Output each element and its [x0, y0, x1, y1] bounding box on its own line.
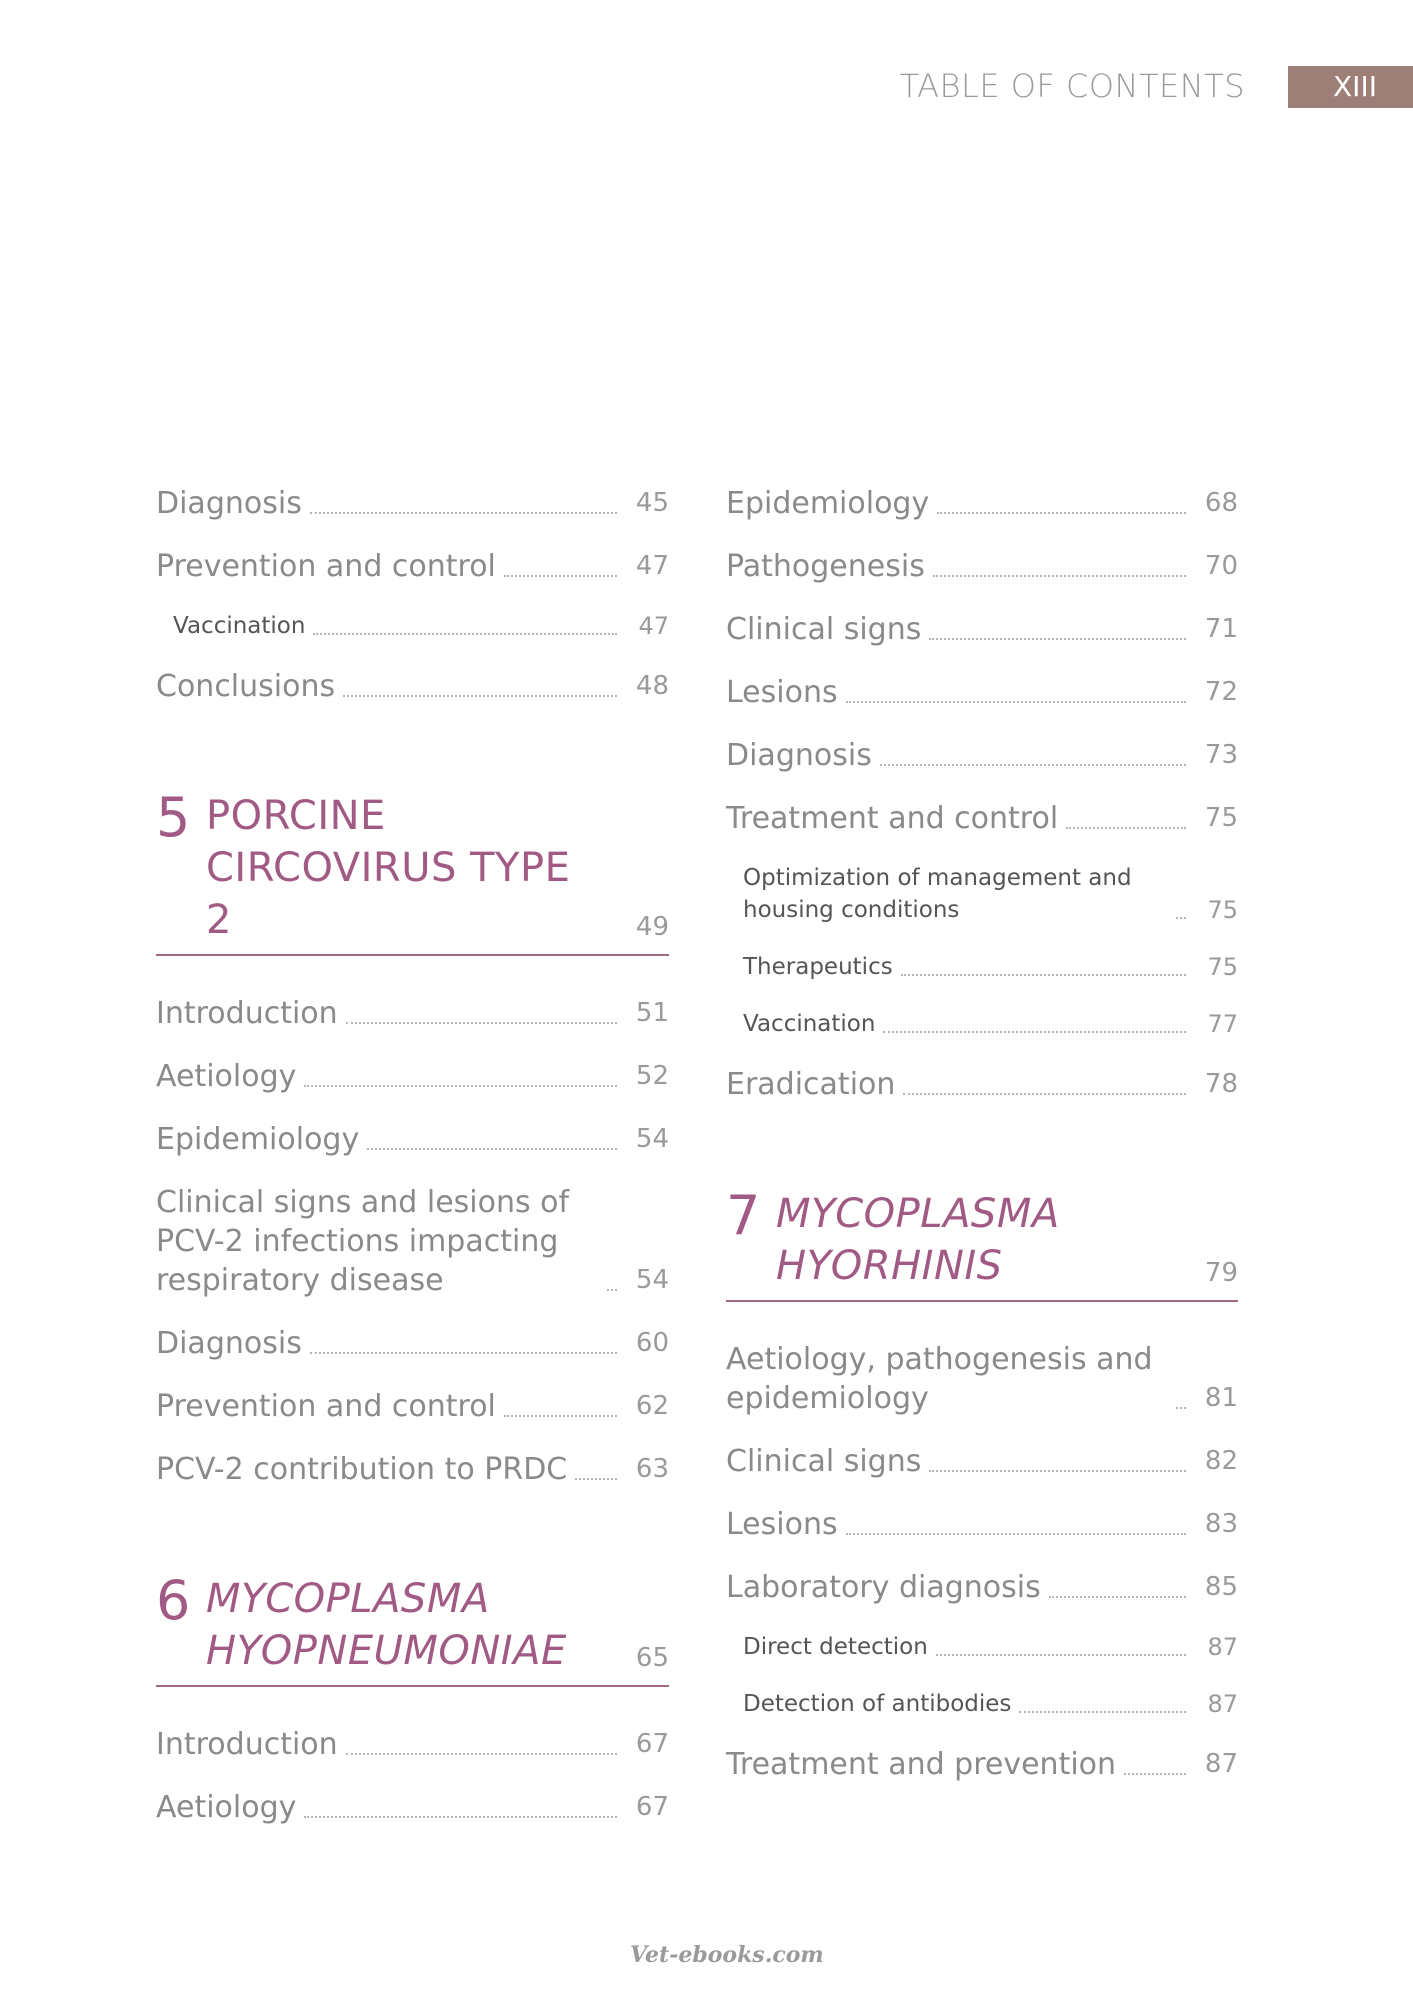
dot-leader	[310, 512, 617, 514]
chapter-page: 79	[1204, 1258, 1238, 1288]
toc-entry-label: Direct detection	[743, 1634, 928, 1660]
chapter-number: 5	[156, 786, 191, 849]
toc-entry-page: 72	[1204, 677, 1238, 707]
toc-entry-page: 63	[635, 1454, 669, 1484]
dot-leader	[310, 1352, 617, 1354]
toc-column-right	[726, 484, 1238, 1808]
toc-entry-label: Prevention and control	[156, 549, 496, 584]
toc-entry-label: Diagnosis	[726, 738, 872, 773]
toc-subentry[interactable]	[726, 1688, 1238, 1720]
toc-entry-label: Conclusions	[156, 669, 336, 704]
toc-entry-page: 68	[1204, 488, 1238, 518]
dot-leader	[343, 695, 617, 697]
toc-entry-label: Epidemiology	[726, 486, 930, 521]
toc-entry[interactable]	[726, 799, 1238, 838]
toc-entry-label: Lesions	[726, 1507, 838, 1542]
toc-entry-label: Diagnosis	[156, 486, 302, 521]
toc-entry-page: 71	[1204, 614, 1238, 644]
toc-entry[interactable]	[156, 1324, 669, 1363]
toc-entry-label: Clinical signs	[726, 1444, 922, 1479]
toc-subentry[interactable]	[726, 1008, 1238, 1040]
toc-entry-label: Clinical signs and lesions of PCV-2 infections impacting respiratory disease	[156, 1185, 570, 1298]
toc-entry-page: 67	[635, 1792, 669, 1822]
watermark-logo: Vet-ebooks.com	[630, 1942, 824, 1968]
toc-entry[interactable]	[726, 1340, 1238, 1418]
dot-leader	[575, 1478, 617, 1480]
dot-leader	[936, 1654, 1186, 1656]
chapter-title: PORCINE CIRCOVIRUS TYPE 2	[206, 793, 571, 943]
toc-entry-page: 82	[1204, 1446, 1238, 1476]
dot-leader	[846, 701, 1186, 703]
page-number-badge: XIII	[1288, 66, 1413, 108]
chapter-heading-7[interactable]	[726, 1184, 1238, 1302]
dot-leader	[1176, 1407, 1186, 1409]
dot-leader	[313, 633, 617, 635]
toc-column-left	[156, 484, 669, 1851]
toc-entry-label: Aetiology	[156, 1059, 297, 1094]
toc-entry[interactable]	[726, 1442, 1238, 1481]
toc-entry-label: Lesions	[726, 675, 838, 710]
toc-entry[interactable]	[726, 673, 1238, 712]
toc-entry[interactable]	[156, 484, 669, 523]
running-header-title: TABLE OF CONTENTS	[899, 67, 1245, 105]
chapter-number: 7	[726, 1184, 761, 1247]
toc-entry-label: Detection of antibodies	[743, 1691, 1012, 1717]
dot-leader	[504, 1415, 617, 1417]
toc-entry-label: PCV-2 contribution to PRDC	[156, 1452, 568, 1487]
toc-entry-label: Eradication	[726, 1067, 896, 1102]
toc-group-chapter-5	[156, 994, 669, 1489]
toc-entry-page: 67	[635, 1729, 669, 1759]
toc-entry[interactable]	[726, 1745, 1238, 1784]
dot-leader	[607, 1289, 617, 1291]
toc-entry[interactable]	[156, 667, 669, 706]
toc-entry-label: Treatment and control	[726, 801, 1059, 836]
dot-leader	[1124, 1773, 1186, 1775]
toc-entry-page: 87	[1207, 1690, 1238, 1718]
toc-entry-page: 52	[635, 1061, 669, 1091]
toc-entry-page: 70	[1204, 551, 1238, 581]
dot-leader	[367, 1148, 617, 1150]
toc-entry[interactable]	[726, 610, 1238, 649]
toc-entry-label: Diagnosis	[156, 1326, 302, 1361]
dot-leader	[933, 575, 1186, 577]
toc-group-right-top	[726, 484, 1238, 1104]
toc-entry-label: Vaccination	[173, 613, 306, 639]
toc-entry[interactable]	[726, 484, 1238, 523]
toc-entry-page: 47	[635, 551, 669, 581]
toc-group-left-top	[156, 484, 669, 706]
dot-leader	[1176, 917, 1186, 919]
toc-entry-label: Clinical signs	[726, 612, 922, 647]
dot-leader	[1019, 1711, 1186, 1713]
dot-leader	[883, 1031, 1186, 1033]
dot-leader	[880, 764, 1186, 766]
toc-entry-page: 75	[1207, 896, 1238, 924]
toc-subentry[interactable]	[726, 951, 1238, 983]
chapter-heading-5[interactable]	[156, 786, 669, 956]
chapter-title: MYCOPLASMA HYOPNEUMONIAE	[206, 1576, 567, 1674]
toc-entry[interactable]	[726, 547, 1238, 586]
toc-entry[interactable]	[156, 1725, 669, 1764]
toc-entry[interactable]	[156, 1387, 669, 1426]
dot-leader	[1049, 1596, 1186, 1598]
toc-entry-label: Aetiology, pathogenesis and epidemiology	[726, 1342, 1153, 1416]
toc-entry[interactable]	[156, 1183, 669, 1300]
toc-entry-label: Prevention and control	[156, 1389, 496, 1424]
toc-entry-page: 78	[1204, 1069, 1238, 1099]
toc-entry-page: 87	[1207, 1633, 1238, 1661]
toc-entry-page: 48	[635, 671, 669, 701]
toc-entry-page: 62	[635, 1391, 669, 1421]
toc-entry-page: 73	[1204, 740, 1238, 770]
toc-entry[interactable]	[156, 1120, 669, 1159]
toc-entry-label: Optimization of management and housing conditions	[743, 865, 1132, 923]
toc-subentry[interactable]	[726, 1631, 1238, 1663]
toc-entry-page: 45	[635, 488, 669, 518]
dot-leader	[304, 1816, 617, 1818]
toc-entry[interactable]	[156, 547, 669, 586]
toc-entry[interactable]	[726, 1065, 1238, 1104]
toc-entry-page: 87	[1204, 1749, 1238, 1779]
dot-leader	[929, 1470, 1186, 1472]
toc-entry-label: Vaccination	[743, 1011, 876, 1037]
dot-leader	[304, 1085, 617, 1087]
toc-entry-page: 47	[638, 612, 669, 640]
dot-leader	[937, 512, 1186, 514]
toc-entry-page: 85	[1204, 1572, 1238, 1602]
chapter-title: MYCOPLASMA HYORHINIS	[776, 1191, 1060, 1289]
toc-group-chapter-7	[726, 1340, 1238, 1784]
toc-entry-label: Introduction	[156, 1727, 338, 1762]
toc-entry-label: Pathogenesis	[726, 549, 925, 584]
dot-leader	[901, 974, 1186, 976]
toc-entry[interactable]	[156, 1450, 669, 1489]
toc-subentry[interactable]	[726, 862, 1238, 926]
toc-subentry[interactable]	[156, 610, 669, 642]
toc-entry-label: Aetiology	[156, 1790, 297, 1825]
toc-entry-page: 60	[635, 1328, 669, 1358]
dot-leader	[504, 575, 617, 577]
toc-entry-page: 83	[1204, 1509, 1238, 1539]
dot-leader	[929, 638, 1186, 640]
dot-leader	[903, 1093, 1186, 1095]
dot-leader	[846, 1533, 1186, 1535]
chapter-heading-6[interactable]	[156, 1569, 669, 1687]
toc-entry-page: 81	[1204, 1383, 1238, 1413]
toc-entry-label: Treatment and prevention	[726, 1747, 1117, 1782]
dot-leader	[1066, 827, 1186, 829]
toc-entry[interactable]	[726, 1568, 1238, 1607]
toc-entry-label: Therapeutics	[743, 954, 893, 980]
toc-entry-page: 75	[1207, 953, 1238, 981]
toc-entry-label: Laboratory diagnosis	[726, 1570, 1041, 1605]
toc-entry[interactable]	[156, 994, 669, 1033]
toc-entry-label: Epidemiology	[156, 1122, 360, 1157]
toc-entry[interactable]	[726, 736, 1238, 775]
toc-entry[interactable]	[156, 1788, 669, 1827]
toc-entry-page: 75	[1204, 803, 1238, 833]
toc-entry[interactable]	[156, 1057, 669, 1096]
chapter-page: 65	[635, 1643, 669, 1673]
toc-entry[interactable]	[726, 1505, 1238, 1544]
toc-entry-page: 77	[1207, 1010, 1238, 1038]
chapter-page: 49	[635, 912, 669, 942]
toc-entry-page: 54	[635, 1265, 669, 1295]
chapter-number: 6	[156, 1569, 191, 1632]
toc-group-chapter-6	[156, 1725, 669, 1827]
toc-entry-page: 51	[635, 998, 669, 1028]
dot-leader	[346, 1022, 617, 1024]
toc-entry-page: 54	[635, 1124, 669, 1154]
toc-entry-label: Introduction	[156, 996, 338, 1031]
dot-leader	[346, 1753, 617, 1755]
